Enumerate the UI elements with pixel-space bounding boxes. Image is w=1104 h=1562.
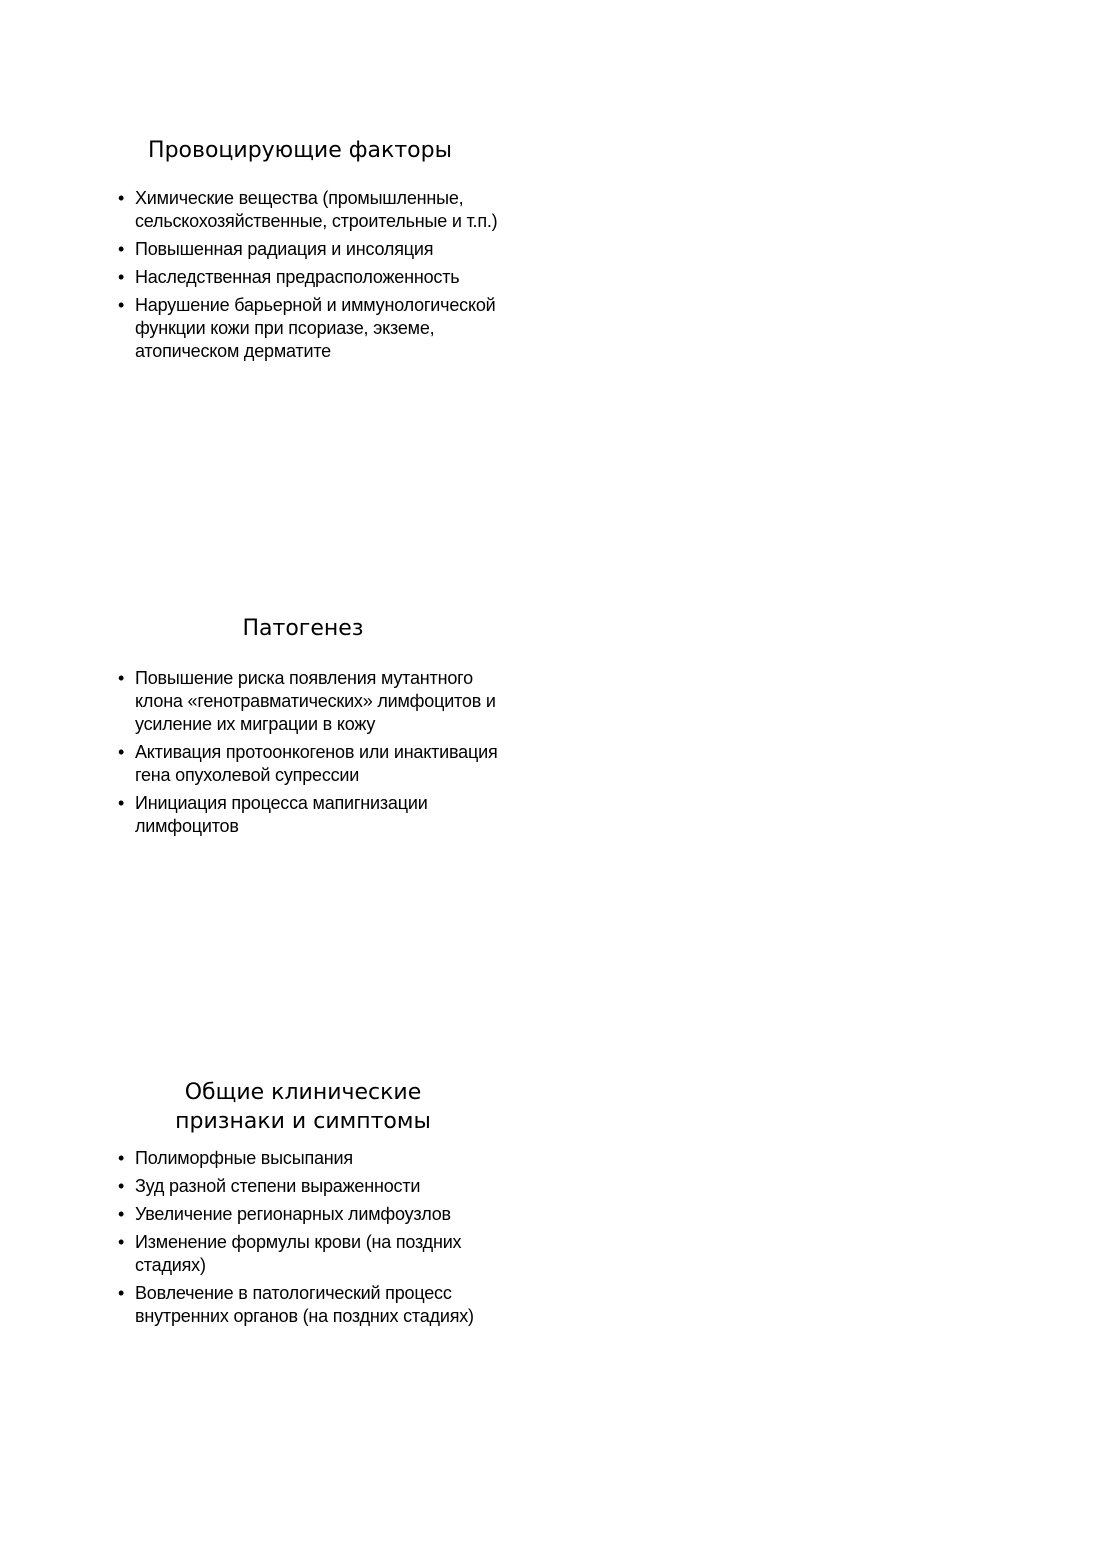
bullet-icon: • [118,668,125,688]
list-item [118,792,498,838]
list-item [118,741,498,787]
bullet-list [118,1147,498,1328]
list-item-text: Химические вещества (промышленные, сельскохозяйственные, строительные и т.п.) [135,188,498,231]
list-item-text: Наследственная предрасположенность [135,267,460,287]
bullet-icon: • [118,267,125,287]
list-item-text: Зуд разной степени выраженности [135,1176,421,1196]
bullet-icon: • [118,1204,125,1224]
list-item [118,238,498,261]
section-title: Общие клинические признаки и симптомы [175,1080,431,1134]
bullet-icon: • [118,239,125,259]
list-item [118,1175,498,1198]
bullet-icon: • [118,295,125,315]
list-item [118,187,498,233]
bullet-list [118,667,498,838]
bullet-icon: • [118,1232,125,1252]
list-item-text: Вовлечение в патологический процесс внутренних органов (на поздних стадиях) [135,1283,474,1326]
list-item [118,1231,498,1277]
list-item [118,1147,498,1170]
list-item-text: Нарушение барьерной и иммунологической функции кожи при псориазе, экземе, атопическом дерматите [135,295,496,361]
bullet-icon: • [118,1176,125,1196]
bullet-list [118,187,498,363]
list-item-text: Увеличение регионарных лимфоузлов [135,1204,451,1224]
list-item [118,1282,498,1328]
list-item-text: Инициация процесса мапигнизации лимфоцитов [135,793,428,836]
list-item [118,266,498,289]
section-pathogenesis [118,614,498,843]
bullet-icon: • [118,793,125,813]
section-provoking-factors [118,136,498,368]
section-title: Патогенез [242,616,364,641]
list-item-text: Повышение риска появления мутантного клона «генотравматических» лимфоцитов и усиление их миграции в кожу [135,668,496,734]
list-item [118,1203,498,1226]
bullet-icon: • [118,742,125,762]
bullet-icon: • [118,1148,125,1168]
bullet-icon: • [118,1283,125,1303]
bullet-icon: • [118,188,125,208]
section-title: Провоцирующие факторы [148,138,452,163]
list-item-text: Изменение формулы крови (на поздних стадиях) [135,1232,462,1275]
section-clinical-signs [118,1078,498,1333]
list-item-text: Повышенная радиация и инсоляция [135,239,434,259]
list-item-text: Активация протоонкогенов или инактивация гена опухолевой супрессии [135,742,498,785]
list-item [118,294,498,363]
list-item-text: Полиморфные высыпания [135,1148,353,1168]
list-item [118,667,498,736]
